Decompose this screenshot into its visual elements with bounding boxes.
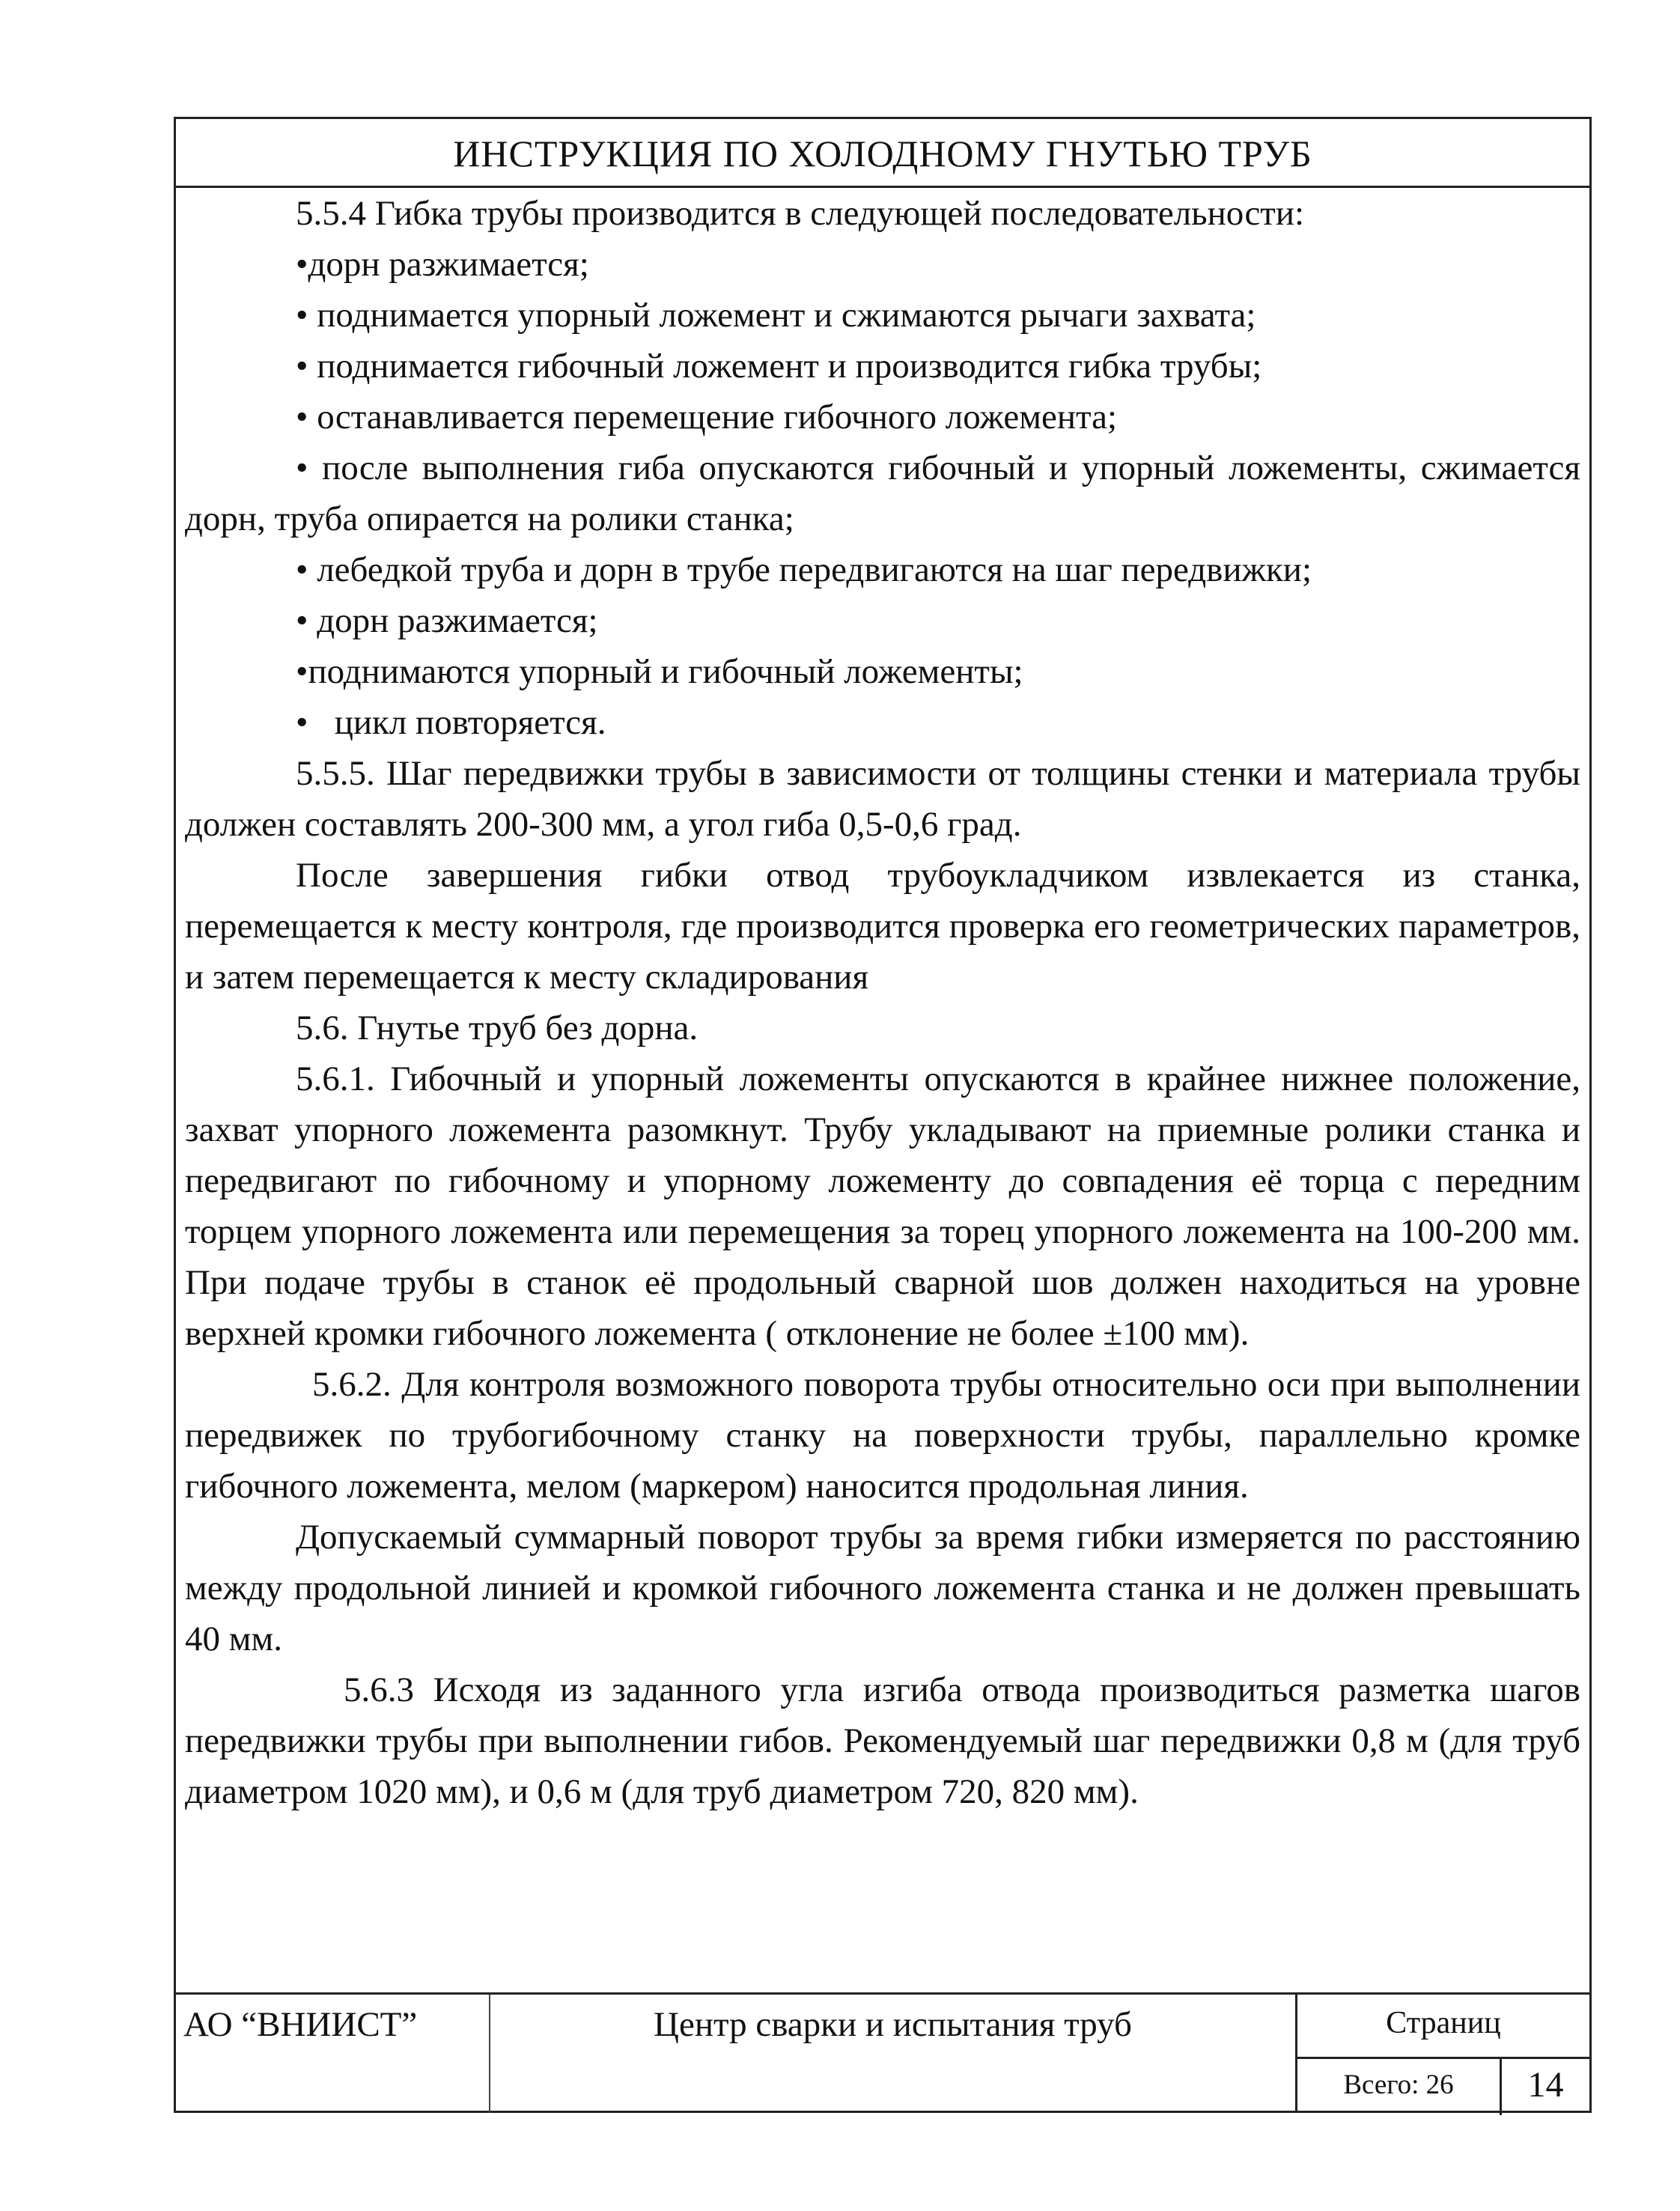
bullet-item: • лебедкой труба и дорн в трубе передвигаются на шаг передвижки; [296, 550, 1312, 589]
bullet-item: • поднимается упорный ложемент и сжимаются рычаги захвата; [296, 296, 1256, 335]
bullet-item: •дорн разжимается; [296, 245, 589, 284]
section-heading-5-6: 5.6. Гнутье труб без дорна. [296, 1009, 699, 1047]
organization-name: АО “ВНИИСТ” [183, 2005, 418, 2044]
total-pages: Всего: 26 [1343, 2069, 1454, 2100]
bullet-item: • цикл повторяется. [296, 703, 606, 742]
bullet-item: • дорн разжимается; [296, 601, 598, 640]
bullet-item: • после выполнения гиба опускаются гибочный и упорный ложементы, сжимается дорн, труба опирается на ролики станка; [185, 448, 1580, 538]
document-body [185, 188, 1580, 1817]
paragraph-after-bending: После завершения гибки отвод трубоукладчиком извлекается из станка, перемещается к месту контроля, где производится проверка его геометрических параметров, и затем перемещается к месту складирования [185, 856, 1580, 997]
page-number: 14 [1527, 2065, 1564, 2105]
footer-divider [1297, 2057, 1589, 2059]
paragraph-5-6-1: 5.6.1. Гибочный и упорный ложементы опускаются в крайнее нижнее положение, захват упорного ложемента разомкнут. Трубу укладывают на приемные ролики станка и передвигают по гибочному и упорному ложементу до совпадения её торца с передним торцем упорного ложемента или перемещения за торец упорного ложемента на 100-200 мм. При подаче трубы в станок её продольный сварной шов должен находиться на уровне верхней кромки гибочного ложемента ( отклонение не более ±100 мм). [185, 1059, 1580, 1353]
paragraph-5-6-3: 5.6.3 Исходя из заданного угла изгиба отвода производиться разметка шагов передвижки трубы при выполнении гибов. Рекомендуемый шаг передвижки 0,8 м (для труб диаметром 1020 мм), и 0,6 м (для труб диаметром 720, 820 мм). [185, 1670, 1580, 1811]
paragraph-5-5-4: 5.5.4 Гибка трубы производится в следующей последовательности: [296, 194, 1305, 233]
document-footer [176, 1992, 1589, 2113]
paragraph-5-6-2: 5.6.2. Для контроля возможного поворота трубы относительно оси при выполнении передвижек по трубогибочному станку на поверхности трубы, параллельно кромке гибочного ложемента, мелом (маркером) наносится продольная линия. [185, 1365, 1580, 1506]
document-title: ИНСТРУКЦИЯ ПО ХОЛОДНОМУ ГНУТЬЮ ТРУБ [176, 119, 1589, 188]
bullet-item: • поднимается гибочный ложемент и производится гибка трубы; [296, 347, 1262, 386]
department-name: Центр сварки и испытания труб [654, 2005, 1132, 2044]
bullet-item: •поднимаются упорный и гибочный ложементы; [296, 652, 1023, 691]
bullet-item: • останавливается перемещение гибочного ложемента; [296, 398, 1118, 437]
document-frame [174, 117, 1592, 2113]
paragraph-5-5-5: 5.5.5. Шаг передвижки трубы в зависимости от толщины стенки и материала трубы должен составлять 200-300 мм, а угол гиба 0,5-0,6 град. [185, 754, 1580, 844]
paragraph-allowed-rotation: Допускаемый суммарный поворот трубы за время гибки измеряется по расстоянию между продольной линией и кромкой гибочного ложемента станка и не должен превышать 40 мм. [185, 1518, 1580, 1658]
pages-label: Страниц [1386, 2006, 1501, 2040]
